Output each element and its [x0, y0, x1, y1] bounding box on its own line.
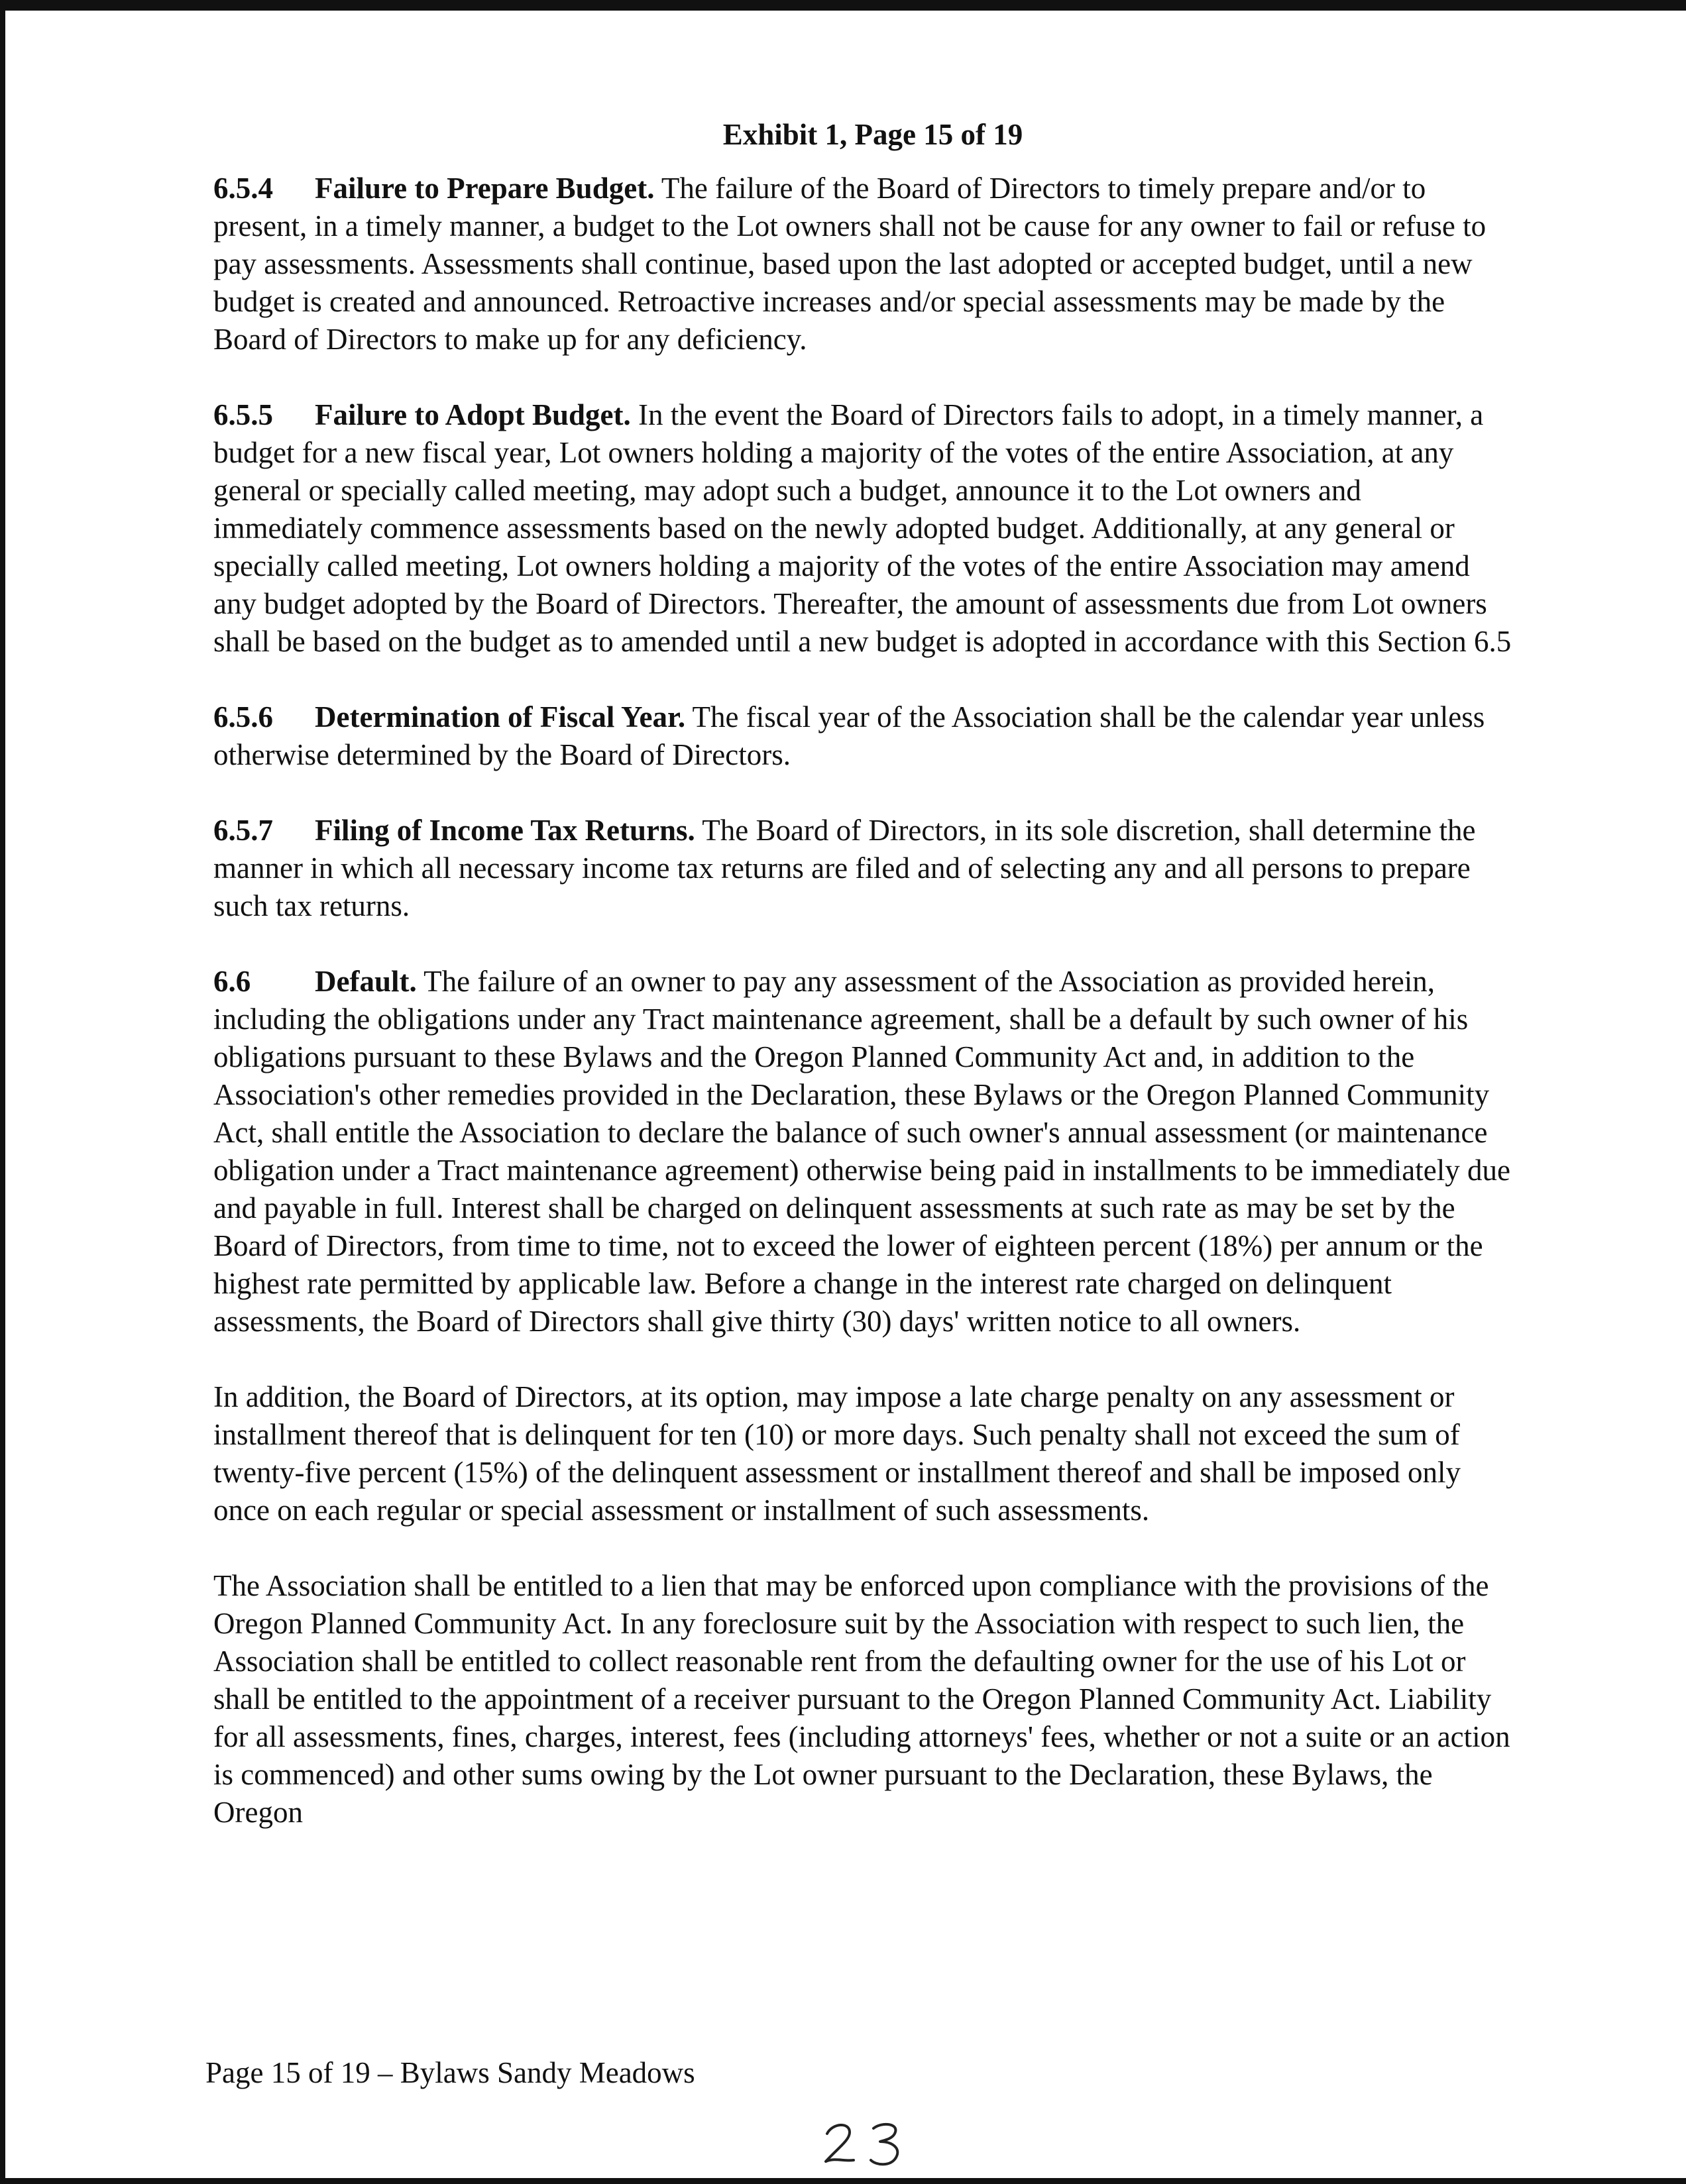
section-text: The failure of an owner to pay any assessment of the Association as provided herein, including the obligations under any Tract maintenance agreement, shall be a default by such owner of his obligations pursuant to these Bylaws and the Oregon Planned Community Act and, in addition to the Association's other remedies provided in the Declaration, these Bylaws or the Oregon Planned Community Act, shall entitle the Association to declare the balance of such owner's annual assessment (or maintenance obligation under a Tract maintenance agreement) otherwise being paid in installments to be immediately due and payable in full. Interest shall be charged on delinquent assessments at such rate as may be set by the Board of Directors, from time to time, not to exceed the lower of eighteen percent (18%) per annum or the highest rate permitted by applicable law. Before a change in the interest rate charged on delinquent assessments, the Board of Directors shall give thirty (30) days' written notice to all owners.: [213, 965, 1510, 1338]
section-6-5-5: [213, 396, 1512, 661]
late-charge-paragraph: In addition, the Board of Directors, at its option, may impose a late charge penalty on any assessment or installment thereof that is delinquent for ten (10) or more days. Such penalty shall not exceed the sum of twenty-five percent (15%) of the delinquent assessment or installment thereof and shall be imposed only once on each regular or special assessment or installment of such assessments.: [213, 1380, 1461, 1527]
scan-border-top: [0, 0, 1686, 11]
section-title: Determination of Fiscal Year: [315, 700, 678, 734]
section-number: 6.5.6: [213, 700, 273, 734]
title-period: .: [677, 700, 686, 734]
section-text: In the event the Board of Directors fails to adopt, in a timely manner, a budget for a new fiscal year, Lot owners holding a majority of the votes of the entire Association, at any general or specially called meeting, may adopt such a budget, announce it to the Lot owners and immediately commence assessments based on the newly adopted budget. Additionally, at any general or specially called meeting, Lot owners holding a majority of the votes of the entire Association may amend any budget adopted by the Board of Directors. Thereafter, the amount of assessments due from Lot owners shall be based on the budget as to amended until a new budget is adopted in accordance with this Section 6.5: [213, 398, 1512, 658]
section-text: The failure of the Board of Directors to timely prepare and/or to present, in a timely manner, a budget to the Lot owners shall not be cause for any owner to fail or refuse to pay assessments. Assessments shall continue, based upon the last adopted or accepted budget, until a new budget is created and announced. Retroactive increases and/or special assessments may be made by the Board of Directors to make up for any deficiency.: [213, 172, 1487, 356]
section-6-6: [213, 963, 1512, 1340]
section-6-5-6: [213, 698, 1512, 774]
page-header: Exhibit 1, Page 15 of 19: [722, 118, 1023, 151]
handwritten-page-number: [815, 2114, 921, 2173]
title-period: .: [687, 814, 695, 847]
section-title: Default: [315, 965, 410, 998]
title-period: .: [647, 172, 655, 205]
section-6-5-4: [213, 170, 1512, 358]
section-6-5-7: [213, 812, 1512, 925]
section-number: 6.5.5: [213, 398, 273, 431]
section-text: The Board of Directors, in its sole discretion, shall determine the manner in which all necessary income tax returns are filed and of selecting any and all persons to prepare such tax returns.: [213, 814, 1476, 922]
lien-paragraph: The Association shall be entitled to a lien that may be enforced upon compliance with the provisions of the Oregon Planned Community Act. In any foreclosure suit by the Association with respect to such lien, the Association shall be entitled to collect reasonable rent from the defaulting owner for the use of his Lot or shall be entitled to the appointment of a receiver pursuant to the Oregon Planned Community Act. Liability for all assessments, fines, charges, interest, fees (including attorneys' fees, whether or not a suite or an action is commenced) and other sums owing by the Lot owner pursuant to the Declaration, these Bylaws, the Oregon: [213, 1569, 1510, 1829]
scan-border-bottom: [0, 2178, 1686, 2184]
section-title: Failure to Prepare Budget: [315, 172, 647, 205]
title-period: .: [409, 965, 417, 998]
section-text: The fiscal year of the Association shall be the calendar year unless otherwise determined by the Board of Directors.: [213, 700, 1485, 771]
scan-border-left: [0, 0, 5, 2184]
section-number: 6.5.7: [213, 814, 273, 847]
title-period: .: [623, 398, 631, 431]
page-footer: Page 15 of 19 – Bylaws Sandy Meadows: [205, 2056, 695, 2089]
section-title: Failure to Adopt Budget: [315, 398, 624, 431]
document-page: [213, 116, 1512, 1869]
section-title: Filing of Income Tax Returns: [315, 814, 688, 847]
section-number: 6.6: [213, 965, 251, 998]
section-number: 6.5.4: [213, 172, 273, 205]
